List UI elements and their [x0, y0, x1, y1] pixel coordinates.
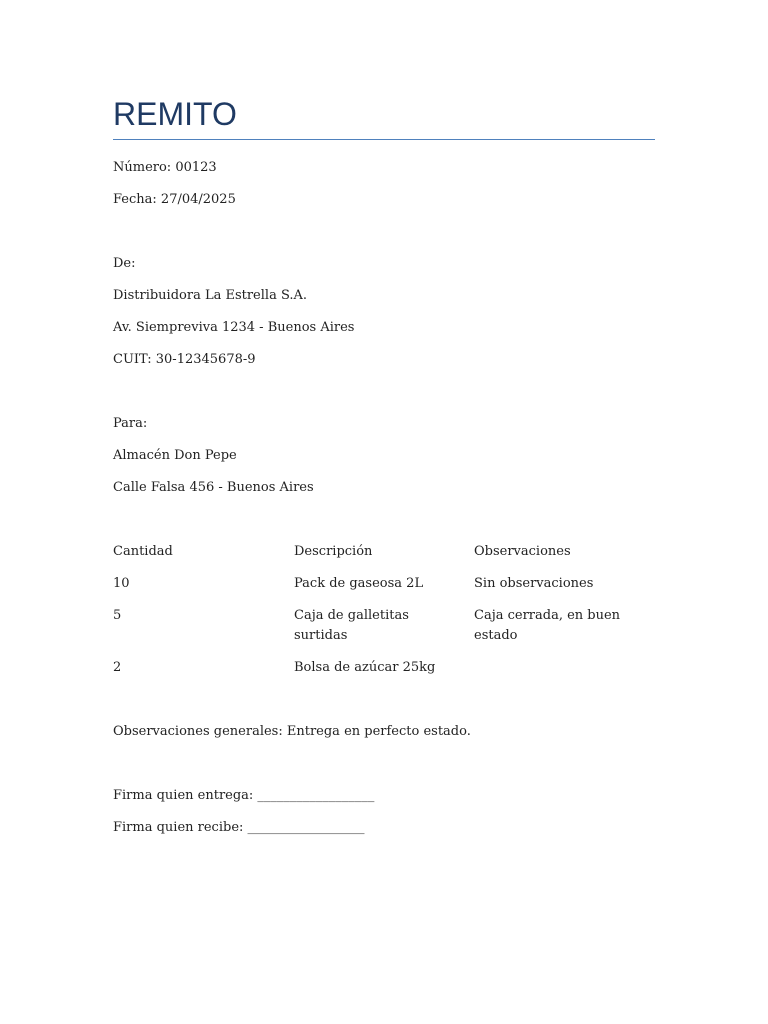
from-label: De:: [113, 256, 136, 271]
table-row-1-observations: Sin observaciones: [474, 576, 594, 591]
document-date: Fecha: 27/04/2025: [113, 192, 236, 207]
table-row-3-description: Bolsa de azúcar 25kg: [294, 660, 436, 675]
table-row-2-quantity: 5: [113, 608, 122, 623]
from-cuit: CUIT: 30-12345678-9: [113, 352, 256, 367]
document-title: REMITO: [113, 96, 237, 132]
table-row-2-observations: Caja cerrada, en buen estado: [474, 608, 621, 643]
to-address: Calle Falsa 456 - Buenos Aires: [113, 480, 314, 495]
table-header-description: Descripción: [294, 544, 373, 559]
document-number: Número: 00123: [113, 160, 217, 175]
signature-delivers: Firma quien entrega: __________________: [113, 788, 375, 803]
table-header-observations: Observaciones: [474, 544, 571, 559]
general-notes: Observaciones generales: Entrega en perfecto estado.: [113, 724, 471, 739]
table-row-2-description: Caja de galletitas surtidas: [294, 608, 409, 643]
title-divider: [113, 139, 655, 140]
table-row-1-description: Pack de gaseosa 2L: [294, 576, 424, 591]
table-row-1-quantity: 10: [113, 576, 130, 591]
table-row-3-quantity: 2: [113, 660, 122, 675]
to-name: Almacén Don Pepe: [113, 448, 237, 463]
table-header-quantity: Cantidad: [113, 544, 173, 559]
from-address: Av. Siempreviva 1234 - Buenos Aires: [113, 320, 355, 335]
from-name: Distribuidora La Estrella S.A.: [113, 288, 308, 303]
to-label: Para:: [113, 416, 148, 431]
signature-receives: Firma quien recibe: __________________: [113, 820, 365, 835]
